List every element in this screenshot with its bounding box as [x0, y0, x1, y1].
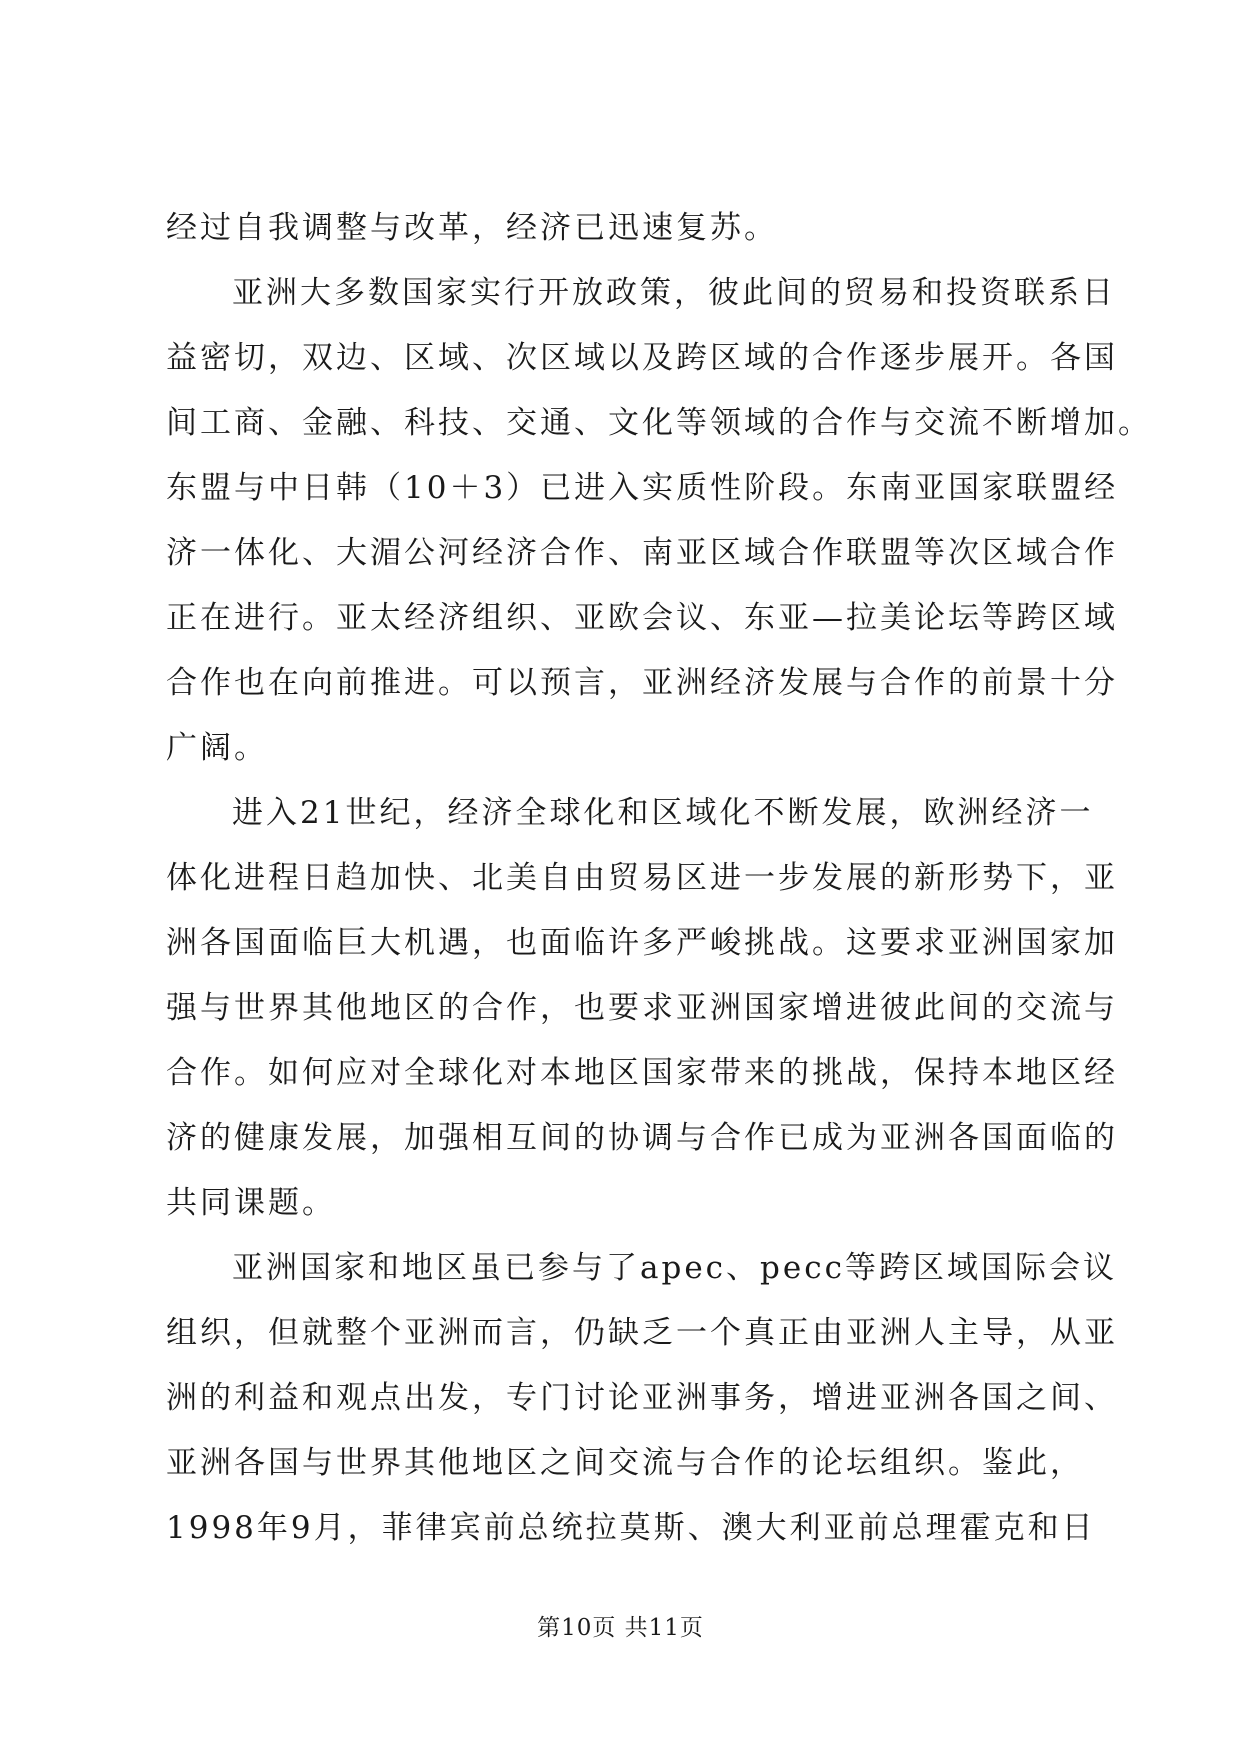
- paragraph-4-line-4: 亚洲各国与世界其他地区之间交流与合作的论坛组织。鉴此，: [166, 1445, 1084, 1481]
- paragraph-2-line-1: 亚洲大多数国家实行开放政策，彼此间的贸易和投资联系日: [232, 275, 1116, 311]
- paragraph-2-line-7: 合作也在向前推进。可以预言，亚洲经济发展与合作的前景十分: [166, 665, 1118, 701]
- paragraph-3-line-2: 体化进程日趋加快、北美自由贸易区进一步发展的新形势下，亚: [166, 860, 1118, 896]
- paragraph-3-line-1: 进入21世纪，经济全球化和区域化不断发展，欧洲经济一: [232, 795, 1094, 831]
- paragraph-4-line-1: 亚洲国家和地区虽已参与了apec、pecc等跨区域国际会议: [232, 1250, 1117, 1286]
- paragraph-3-line-4: 强与世界其他地区的合作，也要求亚洲国家增进彼此间的交流与: [166, 990, 1118, 1026]
- paragraph-2-line-4: 东盟与中日韩（10＋3）已进入实质性阶段。东南亚国家联盟经: [166, 470, 1119, 506]
- paragraph-3-line-3: 洲各国面临巨大机遇，也面临许多严峻挑战。这要求亚洲国家加: [166, 925, 1118, 961]
- paragraph-3-line-5: 合作。如何应对全球化对本地区国家带来的挑战，保持本地区经: [166, 1055, 1118, 1091]
- paragraph-4-line-3: 洲的利益和观点出发，专门讨论亚洲事务，增进亚洲各国之间、: [166, 1380, 1118, 1416]
- paragraph-2-line-5: 济一体化、大湄公河经济合作、南亚区域合作联盟等次区域合作: [166, 535, 1118, 571]
- paragraph-2-line-6: 正在进行。亚太经济组织、亚欧会议、东亚—拉美论坛等跨区域: [166, 600, 1118, 636]
- paragraph-3-line-7: 共同课题。: [166, 1185, 336, 1221]
- page-footer: 第10页 共11页: [537, 1615, 704, 1641]
- paragraph-4-line-2: 组织，但就整个亚洲而言，仍缺乏一个真正由亚洲人主导，从亚: [166, 1315, 1118, 1351]
- paragraph-3-line-6: 济的健康发展，加强相互间的协调与合作已成为亚洲各国面临的: [166, 1120, 1118, 1156]
- paragraph-4-line-5: 1998年9月，菲律宾前总统拉莫斯、澳大利亚前总理霍克和日: [166, 1510, 1096, 1546]
- text-line-1: 经过自我调整与改革，经济已迅速复苏。: [166, 210, 778, 246]
- paragraph-2-line-3: 间工商、金融、科技、交通、文化等领域的合作与交流不断增加。: [166, 405, 1152, 441]
- paragraph-2-line-8: 广阔。: [166, 730, 268, 766]
- paragraph-2-line-2: 益密切，双边、区域、次区域以及跨区域的合作逐步展开。各国: [166, 340, 1118, 376]
